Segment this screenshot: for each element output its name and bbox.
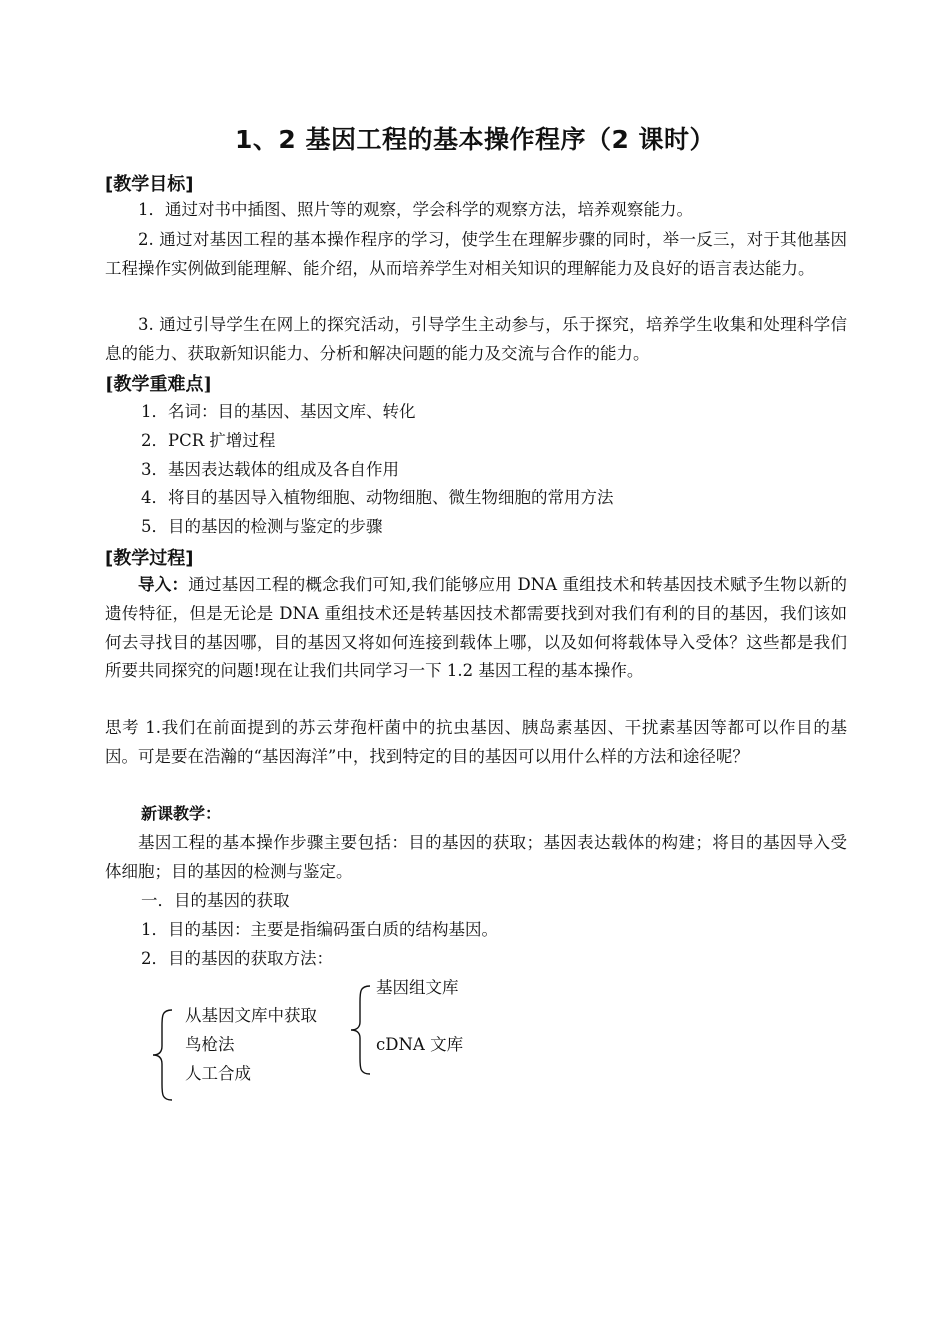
- objectives-heading: [教学目标]: [105, 174, 194, 195]
- page-title: 1、2 基因工程的基本操作程序（2 课时）: [234, 125, 716, 154]
- key-points-heading: [教学重难点]: [105, 374, 213, 395]
- intro-text: 通过基因工程的概念我们可知,我们能够应用 DNA 重组技术和转基因技术赋予生物以新的遗传特征，但是无论是 DNA 重组技术还是转基因技术都需要找到对我们有利的目的基因，我们该如何去寻找目的基因哪，目的基因又将如何连接到载体上哪，以及如何将载体导入受体？这些都是我们所要共同探究的问题!现在让我们共同学习一下 1.2 基因工程的基本操作。: [105, 575, 847, 681]
- new-lesson-label: 新课教学：: [141, 804, 222, 823]
- methods-line: 2．目的基因的获取方法：: [141, 949, 333, 968]
- method-shotgun: 鸟枪法: [185, 1035, 235, 1054]
- objective-item-1: 1．通过对书中插图、照片等的观察，学会科学的观察方法，培养观察能力。: [138, 200, 693, 219]
- part1-title: 一．目的基因的获取: [141, 891, 290, 910]
- steps-paragraph: 基因工程的基本操作步骤主要包括：目的基因的获取；基因表达载体的构建；将目的基因导入受体细胞；目的基因的检测与鉴定。: [105, 833, 847, 881]
- intro-paragraph: [105, 571, 847, 686]
- intro-label: 导入：: [138, 575, 189, 594]
- left-brace: [150, 1008, 174, 1102]
- gene-definition: 1．目的基因：主要是指编码蛋白质的结构基因。: [141, 920, 498, 939]
- library-genomic: 基因组文库: [376, 978, 459, 997]
- key-point-4: 4．将目的基因导入植物细胞、动物细胞、微生物细胞的常用方法: [141, 488, 614, 507]
- method-synthesis: 人工合成: [185, 1064, 251, 1083]
- right-brace: [348, 984, 372, 1076]
- key-point-1: 1．名词：目的基因、基因文库、转化: [141, 402, 416, 421]
- process-heading: [教学过程]: [105, 548, 194, 569]
- think-paragraph: 思考 1.我们在前面提到的苏云芽孢杆菌中的抗虫基因、胰岛素基因、干扰素基因等都可以作目的基因。可是要在浩瀚的“基因海洋”中，找到特定的目的基因可以用什么样的方法和途径呢？: [105, 718, 847, 766]
- library-cdna: cDNA 文库: [376, 1035, 464, 1054]
- key-point-5: 5．目的基因的检测与鉴定的步骤: [141, 517, 383, 536]
- key-point-2: 2．PCR 扩增过程: [141, 431, 276, 450]
- key-point-3: 3．基因表达载体的组成及各自作用: [141, 460, 399, 479]
- objective-item-2: 2. 通过对基因工程的基本操作程序的学习，使学生在理解步骤的同时，举一反三，对于其他基因工程操作实例做到能理解、能介绍，从而培养学生对相关知识的理解能力及良好的语言表达能力。: [105, 230, 847, 278]
- objective-item-3: 3. 通过引导学生在网上的探究活动，引导学生主动参与，乐于探究，培养学生收集和处理科学信息的能力、获取新知识能力、分析和解决问题的能力及交流与合作的能力。: [105, 315, 847, 363]
- method-gene-library: 从基因文库中获取: [185, 1006, 317, 1025]
